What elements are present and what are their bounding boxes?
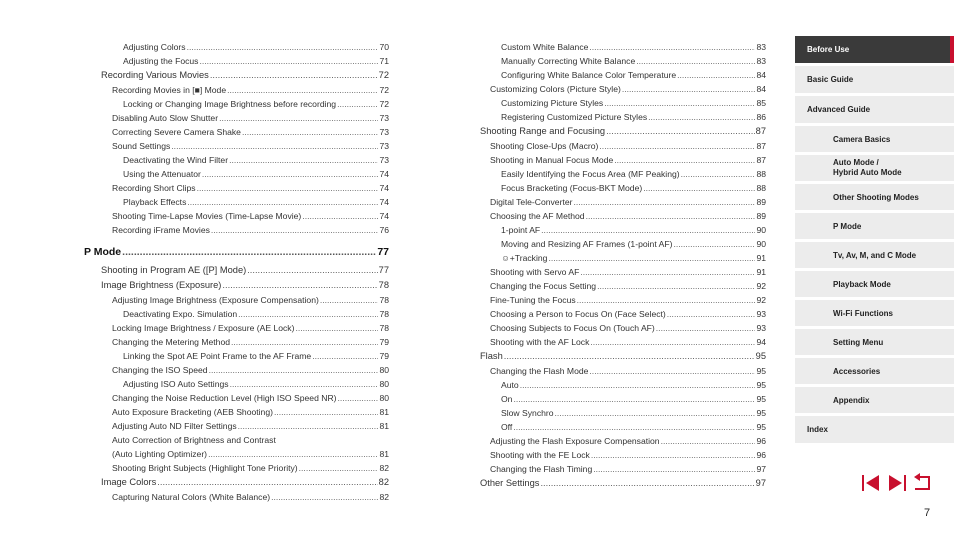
toc-entry[interactable] (84, 263, 389, 278)
toc-entry-page: 95 (756, 380, 766, 390)
toc-entry-title: P Mode (84, 246, 122, 258)
dot-leader (211, 223, 379, 237)
toc-entry-title: Shooting in Manual Focus Mode (490, 155, 614, 165)
toc-entry-title: Customizing Picture Styles (501, 98, 604, 108)
toc-entry[interactable] (84, 405, 389, 419)
toc-column-left (84, 40, 389, 504)
toc-entry-title: Capturing Natural Colors (White Balance) (112, 492, 271, 502)
toc-entry[interactable] (84, 447, 389, 461)
sidebar-item-accessories[interactable] (795, 358, 954, 385)
toc-entry-title: Adjusting the Focus (123, 56, 199, 66)
next-arrow-icon (887, 473, 907, 493)
sidebar-item-playback-mode[interactable] (795, 271, 954, 298)
dot-leader (227, 83, 378, 97)
toc-entry-title: Recording iFrame Movies (112, 225, 210, 235)
toc-entry[interactable] (84, 153, 389, 167)
toc-entry-page: 76 (379, 225, 389, 235)
toc-entry[interactable] (480, 462, 766, 476)
toc-entry-page: 93 (756, 323, 766, 333)
toc-entry-title: Adjusting Image Brightness (Exposure Compensation) (112, 295, 319, 305)
toc-entry[interactable] (480, 321, 766, 335)
dot-leader (599, 139, 755, 153)
dot-leader (320, 293, 379, 307)
toc-entry[interactable] (480, 335, 766, 349)
sidebar-item-basic-guide[interactable] (795, 66, 954, 94)
toc-entry-page: 77 (377, 246, 389, 258)
dot-leader (656, 321, 756, 335)
toc-entry[interactable] (84, 363, 389, 377)
toc-entry[interactable] (84, 209, 389, 223)
toc-entry[interactable] (84, 195, 389, 209)
dot-leader (208, 447, 378, 461)
toc-entry-title: Deactivating Expo. Simulation (123, 309, 238, 319)
toc-entry[interactable] (480, 181, 766, 195)
toc-entry-page: 87 (756, 155, 766, 165)
toc-entry-title: Shooting with Servo AF (490, 267, 580, 277)
dot-leader (513, 392, 755, 406)
toc-entry-page: 95 (755, 351, 766, 361)
toc-entry-page: 85 (756, 98, 766, 108)
toc-entry[interactable] (84, 40, 389, 54)
toc-entry-page: 74 (379, 169, 389, 179)
toc-entry-page: 89 (756, 211, 766, 221)
toc-entry-title: Changing the Focus Setting (490, 281, 597, 291)
toc-entry-title: Auto (501, 380, 519, 390)
prev-page-button[interactable] (860, 472, 882, 494)
toc-entry-page: 90 (756, 225, 766, 235)
toc-entry-title: (Auto Lighting Optimizer) (112, 449, 208, 459)
prev-arrow-icon (861, 473, 881, 493)
toc-entry[interactable] (480, 476, 766, 491)
toc-entry-title: Shooting with the AF Lock (490, 337, 590, 347)
toc-entry-title: Moving and Resizing AF Frames (1-point AF) (501, 239, 673, 249)
toc-entry-title: Locking or Changing Image Brightness before recording (123, 99, 337, 109)
toc-entry[interactable] (84, 391, 389, 405)
toc-entry-page: 97 (755, 478, 766, 488)
dot-leader (555, 406, 756, 420)
toc-entry-page: 90 (756, 239, 766, 249)
sidebar-item-label: Camera Basics (833, 134, 891, 144)
sidebar-item-label: P Mode (833, 221, 862, 231)
dot-leader (548, 251, 755, 265)
toc-entry[interactable] (84, 433, 389, 447)
toc-entry-title: Choosing Subjects to Focus On (Touch AF) (490, 323, 655, 333)
sidebar-item-label: Setting Menu (833, 337, 884, 347)
return-icon (912, 473, 934, 493)
toc-entry-page: 83 (756, 42, 766, 52)
toc-entry[interactable] (480, 167, 766, 181)
toc-entry[interactable] (84, 335, 389, 349)
sidebar-item-tv-av-m-and-c-mode[interactable] (795, 242, 954, 269)
toc-entry-page: 73 (379, 113, 389, 123)
dot-leader (580, 265, 755, 279)
toc-entry[interactable] (480, 195, 766, 209)
toc-entry-title: Changing the ISO Speed (112, 365, 208, 375)
dot-leader (573, 195, 755, 209)
toc-entry[interactable] (84, 139, 389, 153)
toc-entry-page: 72 (378, 70, 389, 80)
toc-entry-page: 92 (756, 295, 766, 305)
sidebar-item-label: Index (807, 425, 828, 434)
toc-entry[interactable] (84, 461, 389, 475)
toc-entry-page: 89 (756, 197, 766, 207)
sidebar-item-label: Appendix (833, 395, 870, 405)
toc-entry-title: Disabling Auto Slow Shutter (112, 113, 219, 123)
sidebar-item-camera-basics[interactable] (795, 126, 954, 153)
dot-leader (238, 419, 379, 433)
toc-entry-page: 82 (378, 477, 389, 487)
dot-leader (643, 181, 755, 195)
toc-chapter[interactable] (84, 241, 389, 263)
toc-entry-title: Auto Correction of Brightness and Contrast (112, 435, 276, 445)
toc-entry-page: 79 (379, 337, 389, 347)
dot-leader (622, 82, 756, 96)
dot-leader (187, 195, 378, 209)
toc-entry[interactable] (84, 167, 389, 181)
dot-leader (299, 461, 379, 475)
toc-entry-title: Easily Identifying the Focus Area (MF Peaking) (501, 169, 680, 179)
toc-entry-page: 77 (378, 265, 389, 275)
toc-entry[interactable] (84, 293, 389, 307)
dot-leader (337, 97, 378, 111)
dot-leader (541, 223, 755, 237)
dot-leader (673, 237, 755, 251)
toc-entry-title: Image Colors (101, 477, 157, 487)
toc-entry-title: Changing the Flash Mode (490, 366, 589, 376)
toc-entry[interactable] (480, 96, 766, 110)
toc-entry-page: 93 (756, 309, 766, 319)
dot-leader (295, 321, 378, 335)
toc-entry-title: Shooting Range and Focusing (480, 126, 606, 136)
page-navigation (860, 472, 934, 494)
toc-entry[interactable] (84, 349, 389, 363)
toc-entry-page: 87 (756, 141, 766, 151)
dot-leader (540, 476, 754, 491)
dot-leader (242, 125, 378, 139)
toc-entry-page: 91 (756, 267, 766, 277)
toc-entry-title: Choosing a Person to Focus On (Face Select) (490, 309, 666, 319)
dot-leader (586, 209, 756, 223)
dot-leader (681, 167, 756, 181)
toc-entry-title: Fine-Tuning the Focus (490, 295, 576, 305)
toc-entry-title: Configuring White Balance Color Temperature (501, 70, 677, 80)
toc-entry-title: Image Brightness (Exposure) (101, 280, 222, 290)
dot-leader (593, 462, 755, 476)
sidebar-item-label: Before Use (807, 45, 850, 54)
sidebar-item-other-shooting-modes[interactable] (795, 184, 954, 211)
toc-entry-page: 78 (379, 309, 389, 319)
dot-leader (614, 153, 755, 167)
dot-leader (591, 448, 756, 462)
dot-leader (302, 209, 378, 223)
toc-entry-page: 95 (756, 394, 766, 404)
toc-entry-page: 88 (756, 183, 766, 193)
toc-entry[interactable] (480, 420, 766, 434)
toc-entry[interactable] (84, 223, 389, 237)
toc-entry-page: 96 (756, 436, 766, 446)
dot-leader (338, 391, 379, 405)
sidebar-item-appendix[interactable] (795, 387, 954, 414)
toc-entry-page: 72 (379, 99, 389, 109)
dot-leader (197, 181, 379, 195)
toc-entry[interactable] (84, 475, 389, 490)
sidebar-item-p-mode[interactable] (795, 213, 954, 240)
toc-entry-page: 78 (379, 295, 389, 305)
toc-entry[interactable] (84, 321, 389, 335)
dot-leader (222, 278, 377, 293)
dot-leader (187, 40, 379, 54)
toc-entry-title: Recording Various Movies (101, 70, 209, 80)
toc-entry[interactable] (84, 97, 389, 111)
toc-entry[interactable] (480, 279, 766, 293)
toc-entry[interactable] (480, 209, 766, 223)
toc-entry-page: 73 (379, 127, 389, 137)
dot-leader (312, 349, 378, 363)
sidebar-item-before-use[interactable] (795, 36, 954, 64)
toc-entry-title: Recording Short Clips (112, 183, 196, 193)
toc-entry-page: 95 (756, 366, 766, 376)
toc-entry-title: 1-point AF (501, 225, 541, 235)
dot-leader (271, 490, 378, 504)
dot-leader (520, 378, 756, 392)
toc-entry-title: Slow Synchro (501, 408, 554, 418)
toc-entry-title: Changing the Flash Timing (490, 464, 593, 474)
dot-leader (157, 475, 377, 490)
toc-entry-title: On (501, 394, 513, 404)
toc-column-right (480, 40, 766, 491)
toc-entry-page: 78 (379, 323, 389, 333)
toc-entry-title: Flash (480, 351, 503, 361)
toc-entry-title: Correcting Severe Camera Shake (112, 127, 241, 137)
sidebar-item-advanced-guide[interactable] (795, 96, 954, 124)
toc-entry-page: 97 (756, 464, 766, 474)
toc-entry-page: 74 (379, 183, 389, 193)
dot-leader (661, 434, 756, 448)
dot-leader (247, 263, 377, 278)
dot-leader (171, 139, 378, 153)
toc-entry-title: Manually Correcting White Balance (501, 56, 636, 66)
toc-entry-title: Shooting Bright Subjects (Highlight Tone Priority) (112, 463, 298, 473)
toc-entry[interactable] (480, 251, 766, 265)
toc-entry[interactable] (84, 83, 389, 97)
toc-entry-title: Adjusting Colors (123, 42, 186, 52)
toc-entry[interactable] (480, 153, 766, 167)
toc-entry[interactable] (84, 68, 389, 83)
toc-entry-page: 82 (379, 492, 389, 502)
dot-leader (597, 279, 755, 293)
toc-entry-page: 82 (379, 463, 389, 473)
toc-entry-page: 80 (379, 365, 389, 375)
toc-entry-title: Customizing Colors (Picture Style) (490, 84, 621, 94)
toc-entry-title: Registering Customized Picture Styles (501, 112, 648, 122)
sidebar-item-label: Basic Guide (807, 75, 854, 84)
toc-entry-page: 95 (756, 408, 766, 418)
toc-entry-title: Shooting Time-Lapse Movies (Time-Lapse Movie) (112, 211, 302, 221)
toc-entry-page: 73 (379, 141, 389, 151)
dot-leader (604, 96, 755, 110)
next-page-button[interactable] (886, 472, 908, 494)
toc-entry[interactable] (480, 139, 766, 153)
dot-leader (202, 167, 379, 181)
toc-entry[interactable] (480, 68, 766, 82)
toc-entry-title: Changing the Metering Method (112, 337, 231, 347)
toc-entry[interactable] (480, 265, 766, 279)
toc-entry-page: 96 (756, 450, 766, 460)
toc-entry[interactable] (480, 406, 766, 420)
toc-entry-page: 94 (756, 337, 766, 347)
toc-entry[interactable] (480, 124, 766, 139)
dot-leader (589, 40, 755, 54)
toc-entry-page: 92 (756, 281, 766, 291)
toc-entry[interactable] (480, 349, 766, 364)
toc-entry-page: 80 (379, 379, 389, 389)
dot-leader (577, 293, 756, 307)
sidebar-item-setting-menu[interactable] (795, 329, 954, 356)
dot-leader (210, 68, 378, 83)
toc-entry-page: 86 (756, 112, 766, 122)
toc-entry-title: Digital Tele-Converter (490, 197, 573, 207)
dot-leader (199, 54, 378, 68)
toc-entry-title: Changing the Noise Reduction Level (High ISO Speed NR) (112, 393, 337, 403)
dot-leader (504, 349, 755, 364)
toc-entry-page: 81 (379, 407, 389, 417)
toc-entry-title: Locking Image Brightness / Exposure (AE Lock) (112, 323, 295, 333)
dot-leader (209, 363, 379, 377)
dot-leader (667, 307, 756, 321)
toc-entry[interactable] (84, 490, 389, 504)
toc-entry[interactable] (480, 364, 766, 378)
toc-entry-title: Playback Effects (123, 197, 187, 207)
toc-entry-page: 83 (756, 56, 766, 66)
toc-entry[interactable] (480, 293, 766, 307)
toc-entry-page: 84 (756, 84, 766, 94)
toc-entry[interactable] (84, 307, 389, 321)
sidebar-item-index[interactable] (795, 416, 954, 444)
toc-entry-page: 72 (379, 85, 389, 95)
toc-entry-page: 70 (379, 42, 389, 52)
dot-leader (589, 364, 755, 378)
toc-entry-page: 74 (379, 197, 389, 207)
toc-entry-title: Shooting with the FE Lock (490, 450, 590, 460)
dot-leader (648, 110, 755, 124)
toc-entry-title: Other Settings (480, 478, 540, 488)
dot-leader (606, 124, 755, 139)
toc-entry-page: 84 (756, 70, 766, 80)
page-number: 7 (924, 507, 931, 519)
toc-entry[interactable] (84, 125, 389, 139)
sidebar-item-label: Accessories (833, 366, 881, 376)
toc-entry-page: 73 (379, 155, 389, 165)
toc-entry-page: 87 (755, 126, 766, 136)
toc-entry-page: 88 (756, 169, 766, 179)
toc-entry[interactable] (84, 278, 389, 293)
dot-leader (122, 246, 376, 258)
toc-entry-title: Adjusting ISO Auto Settings (123, 379, 229, 389)
toc-entry[interactable] (84, 111, 389, 125)
toc-entry[interactable] (480, 237, 766, 251)
toc-entry[interactable] (84, 377, 389, 391)
toc-entry-title: ☺+Tracking (501, 253, 548, 263)
toc-entry[interactable] (480, 448, 766, 462)
toc-entry-title: Choosing the AF Method (490, 211, 585, 221)
toc-entry-page: 81 (379, 421, 389, 431)
dot-leader (636, 54, 755, 68)
toc-entry-title: Focus Bracketing (Focus-BKT Mode) (501, 183, 643, 193)
toc-entry-title: Using the Attenuator (123, 169, 201, 179)
toc-entry-title: Off (501, 422, 513, 432)
toc-entry-page: 81 (379, 449, 389, 459)
toc-entry-title: Auto Exposure Bracketing (AEB Shooting) (112, 407, 273, 417)
dot-leader (677, 68, 755, 82)
dot-leader (229, 153, 378, 167)
sidebar-item-label: Auto Mode / Hybrid Auto Mode (833, 158, 902, 177)
sidebar-item-label: Tv, Av, M, and C Mode (833, 250, 917, 260)
toc-entry-title: Sound Settings (112, 141, 171, 151)
toc-entry-title: Shooting in Program AE ([P] Mode) (101, 265, 247, 275)
toc-entry-title: Linking the Spot AE Point Frame to the AF Frame (123, 351, 312, 361)
toc-entry[interactable] (84, 419, 389, 433)
dot-leader (513, 420, 755, 434)
sidebar-item-auto-mode-hybrid-auto-mode[interactable] (795, 155, 954, 182)
toc-entry-page: 91 (756, 253, 766, 263)
toc-entry-page: 78 (378, 280, 389, 290)
toc-entry[interactable] (480, 110, 766, 124)
dot-leader (230, 377, 379, 391)
toc-entry-page: 74 (379, 211, 389, 221)
return-button[interactable] (912, 472, 934, 494)
dot-leader (274, 405, 378, 419)
dot-leader (219, 111, 378, 125)
toc-entry-title: Recording Movies in [■] Mode (112, 85, 227, 95)
toc-entry-page: 80 (379, 393, 389, 403)
toc-entry-title: Adjusting Auto ND Filter Settings (112, 421, 237, 431)
toc-entry[interactable] (84, 54, 389, 68)
toc-entry-page: 71 (379, 56, 389, 66)
toc-entry[interactable] (480, 40, 766, 54)
sidebar-item-label: Advanced Guide (807, 105, 871, 114)
toc-entry[interactable] (480, 392, 766, 406)
sidebar-item-label: Wi-Fi Functions (833, 308, 893, 318)
toc-entry-page: 95 (756, 422, 766, 432)
dot-leader (238, 307, 378, 321)
sidebar-item-label: Other Shooting Modes (833, 192, 919, 202)
toc-entry-title: Deactivating the Wind Filter (123, 155, 229, 165)
dot-leader (231, 335, 378, 349)
toc-entry-title: Custom White Balance (501, 42, 589, 52)
toc-entry[interactable] (84, 181, 389, 195)
section-sidebar (795, 36, 954, 446)
sidebar-item-wi-fi-functions[interactable] (795, 300, 954, 327)
toc-entry-title: Adjusting the Flash Exposure Compensation (490, 436, 660, 446)
toc-entry[interactable] (480, 223, 766, 237)
toc-entry-page: 79 (379, 351, 389, 361)
toc-entry[interactable] (480, 82, 766, 96)
sidebar-item-label: Playback Mode (833, 279, 891, 289)
toc-entry-title: Shooting Close-Ups (Macro) (490, 141, 599, 151)
toc-entry[interactable] (480, 54, 766, 68)
dot-leader (590, 335, 755, 349)
toc-entry[interactable] (480, 434, 766, 448)
toc-entry[interactable] (480, 307, 766, 321)
toc-entry[interactable] (480, 378, 766, 392)
